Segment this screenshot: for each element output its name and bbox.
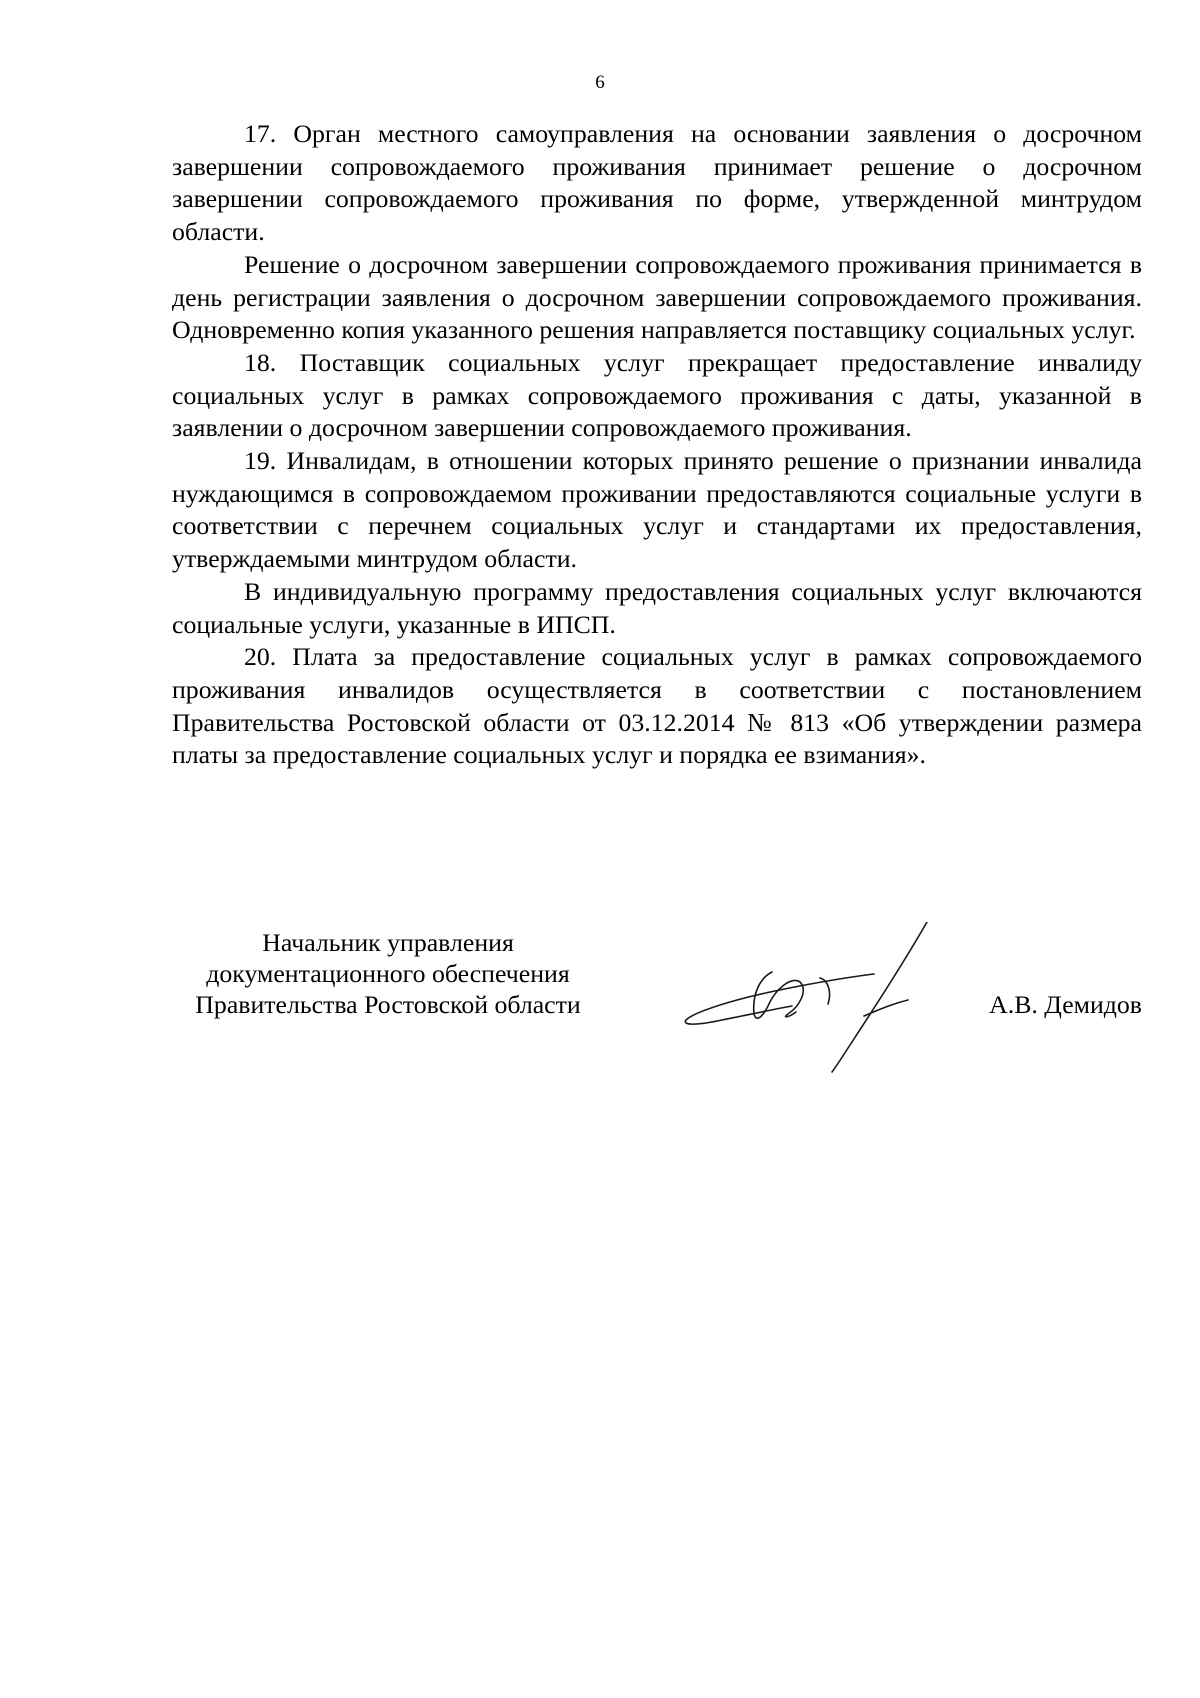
paragraph-20: 20. Плата за предоставление социальных услуг в рамках сопровождаемого проживания инвалидов осуществляется в соответствии с постановлением Правительства Ростовской области от 03.12.2014 № 813 «Об утверждении размера платы за предоставление социальных услуг и порядка ее взимания».: [172, 642, 1142, 770]
paragraph-17: 17. Орган местного самоуправления на основании заявления о досрочном завершении сопровождаемого проживания принимает решение о досрочном завершении сопровождаемого проживания по форме, утвержденной минтрудом области.: [172, 119, 1142, 247]
page-number: 6: [595, 72, 605, 93]
document-body: [172, 118, 1142, 772]
signatory-title: [172, 927, 604, 1020]
paragraph-18: 18. Поставщик социальных услуг прекращает предоставление инвалиду социальных услуг в рамках сопровождаемого проживания с даты, указанной в заявлении о досрочном завершении сопровождаемого проживания.: [172, 347, 1142, 443]
handwritten-signature: [642, 922, 942, 1082]
signature-block: [172, 927, 1142, 1067]
signatory-title-line: Начальник управления: [262, 928, 514, 957]
paragraph-19-program: В индивидуальную программу предоставления социальных услуг включаются социальные услуги, указанные в ИПСП.: [172, 576, 1142, 639]
signatory-title-line: документационного обеспечения: [206, 959, 570, 988]
signatory-name: А.В. Демидов: [989, 990, 1142, 1019]
paragraph-19: 19. Инвалидам, в отношении которых принято решение о признании инвалида нуждающимся в сопровождаемом проживании предоставляются социальные услуги в соответствии с перечнем социальных услуг и стандартами их предоставления, утверждаемыми минтрудом области.: [172, 446, 1142, 574]
signatory-title-line: Правительства Ростовской области: [195, 990, 581, 1019]
paragraph-17-decision: Решение о досрочном завершении сопровождаемого проживания принимается в день регистрации заявления о досрочном завершении сопровождаемого проживания. Одновременно копия указанного решения направляется поставщику социальных услуг.: [172, 249, 1142, 345]
